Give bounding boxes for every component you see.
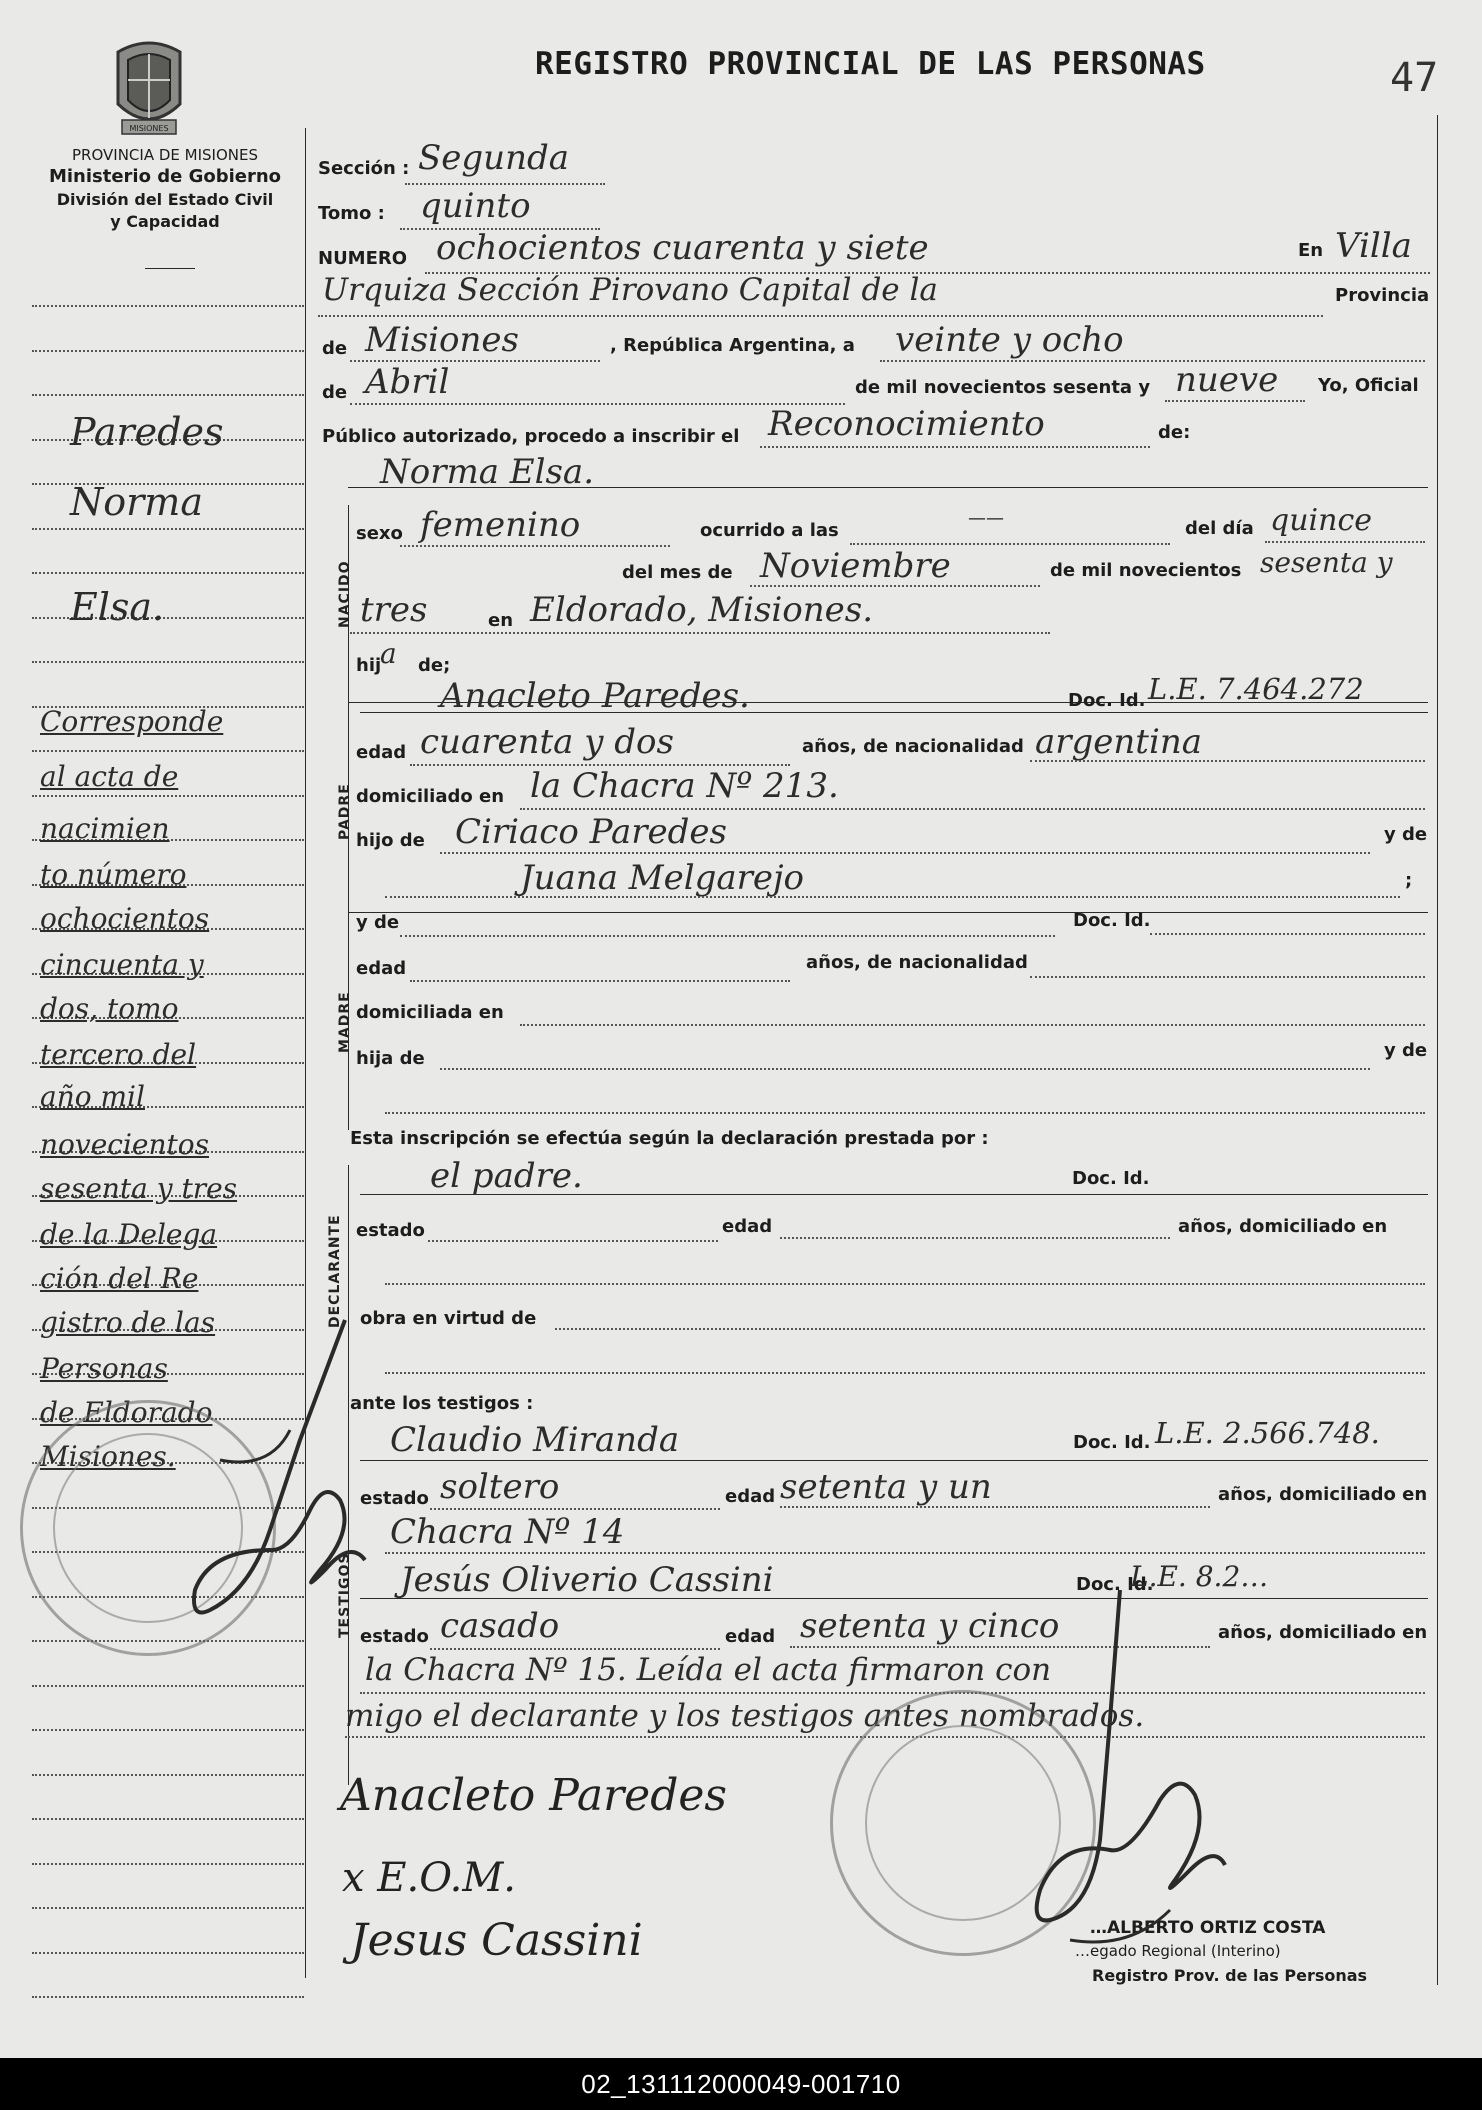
margin-note-line: Corresponde xyxy=(40,705,224,738)
signature-anacleto: Anacleto Paredes xyxy=(340,1770,727,1821)
label-esta-inscripcion: Esta inscripción se efectúa según la declaración prestada por : xyxy=(350,1128,989,1149)
margin-rule xyxy=(32,528,304,530)
rule xyxy=(430,1648,720,1650)
value-testigo2-edad: setenta y cinco xyxy=(800,1606,1060,1646)
label-publico: Público autorizado, procedo a inscribir el xyxy=(322,426,740,447)
value-padre-padre: Ciriaco Paredes xyxy=(455,812,727,852)
label-madre-y-de-2: y de xyxy=(1384,1040,1428,1061)
label-tomo: Tomo : xyxy=(318,203,385,224)
org-divider xyxy=(145,268,195,269)
value-lugar-nac: Eldorado, Misiones. xyxy=(530,590,874,630)
label-madre-edad: edad xyxy=(356,958,407,979)
margin-rule xyxy=(32,1996,304,1998)
margin-rule xyxy=(32,1685,304,1687)
value-anio: nueve xyxy=(1175,360,1279,400)
margin-note-line: cincuenta y xyxy=(40,948,204,981)
rule xyxy=(520,808,1425,810)
value-padre-nac: argentina xyxy=(1035,722,1203,762)
label-padre-edad: edad xyxy=(356,742,407,763)
value-dia: veinte y ocho xyxy=(895,320,1124,360)
rule xyxy=(428,1240,718,1242)
label-en: En xyxy=(1298,240,1324,261)
margin-note-line: Paredes xyxy=(70,410,224,454)
label-madre-anos-nac: años, de nacionalidad xyxy=(806,952,1028,973)
margin-note-line: ción del Re xyxy=(40,1262,199,1295)
rule xyxy=(385,1552,1425,1554)
value-testigo1-estado: soltero xyxy=(440,1467,560,1507)
value-nombre: Norma Elsa. xyxy=(380,452,595,492)
margin-note-line: Norma xyxy=(70,480,203,524)
margin-rule xyxy=(32,1729,304,1731)
margin-rule xyxy=(32,1774,304,1776)
label-obra: obra en virtud de xyxy=(360,1308,537,1329)
rule xyxy=(348,487,1428,488)
official-role: …egado Regional (Interino) xyxy=(1075,1942,1281,1960)
label-testigo2-estado: estado xyxy=(360,1626,429,1647)
value-testigo1-dom: Chacra Nº 14 xyxy=(390,1512,625,1552)
label-yo-oficial: Yo, Oficial xyxy=(1318,375,1419,396)
rule xyxy=(440,852,1370,854)
label-padre-dom: domiciliado en xyxy=(356,786,505,807)
rule xyxy=(1030,760,1425,762)
value-sexo: femenino xyxy=(420,505,581,545)
rule xyxy=(360,1460,1428,1461)
margin-rule xyxy=(32,1818,304,1820)
label-declarante-anos-dom: años, domiciliado en xyxy=(1178,1216,1388,1237)
rule xyxy=(780,1237,1170,1239)
rule xyxy=(385,1112,1425,1114)
value-seccion: Segunda xyxy=(418,138,570,178)
rule xyxy=(780,1506,1210,1508)
section-label-nacido: NACIDO xyxy=(337,560,353,628)
value-testigo2-dom: la Chacra Nº 15. Leída el acta firmaron con xyxy=(365,1652,1052,1688)
value-testigo2: Jesús Oliverio Cassini xyxy=(400,1560,774,1600)
value-provincia: Misiones xyxy=(365,320,519,360)
rule xyxy=(385,1372,1425,1374)
rule xyxy=(760,446,1150,448)
rule xyxy=(350,632,1050,634)
section-label-declarante: DECLARANTE xyxy=(327,1214,343,1328)
label-en-lugar: en xyxy=(488,610,514,631)
org-line-2: Ministerio de Gobierno xyxy=(48,166,282,187)
label-declarante-doc: Doc. Id. xyxy=(1072,1168,1150,1189)
page-title: REGISTRO PROVINCIAL DE LAS PERSONAS xyxy=(535,46,1206,82)
org-line-3: División del Estado Civil xyxy=(56,190,274,209)
folio-number: 47 xyxy=(1390,55,1439,101)
margin-rule xyxy=(32,795,304,797)
margin-note-line: Elsa. xyxy=(70,585,165,629)
rule xyxy=(348,912,1428,913)
label-provincia: Provincia xyxy=(1335,285,1430,306)
margin-note-line: gistro de las xyxy=(40,1306,216,1339)
value-declarante: el padre. xyxy=(430,1156,583,1196)
value-testigo1-doc: L.E. 2.566.748. xyxy=(1155,1416,1380,1450)
label-seccion: Sección : xyxy=(318,158,410,179)
label-sexo: sexo xyxy=(356,523,403,544)
value-dia-nac: quince xyxy=(1270,503,1372,538)
rule xyxy=(750,585,1040,587)
value-acto: Reconocimiento xyxy=(768,404,1045,444)
label-padre-anos-nac: años, de nacionalidad xyxy=(802,736,1024,757)
value-testigo2-estado: casado xyxy=(440,1606,560,1646)
label-hij-de: de; xyxy=(418,655,451,676)
provincial-seal-logo xyxy=(108,34,190,140)
value-padre-doc: L.E. 7.464.272 xyxy=(1148,672,1364,706)
rule xyxy=(385,896,1400,898)
label-de-2: de xyxy=(322,382,348,403)
margin-rule xyxy=(32,750,304,752)
margin-rule xyxy=(32,661,304,663)
official-name: …ALBERTO ORTIZ COSTA xyxy=(1090,1918,1326,1938)
label-de-mil: de mil novecientos sesenta y xyxy=(855,377,1151,398)
rule xyxy=(440,1068,1370,1070)
rule xyxy=(400,935,1055,937)
label-declarante-estado: estado xyxy=(356,1220,425,1241)
signature-initials: x E.O.M. xyxy=(342,1855,517,1901)
margin-note-line: Personas xyxy=(40,1352,168,1385)
margin-note-line: año mil xyxy=(40,1080,145,1113)
label-testigo2-doc: Doc. Id. xyxy=(1076,1574,1154,1595)
margin-rule xyxy=(32,1952,304,1954)
label-madre-y-de: y de xyxy=(356,912,400,933)
rule xyxy=(385,1283,1425,1285)
official-signature-right xyxy=(1010,1580,1240,2000)
label-ante-testigos: ante los testigos : xyxy=(350,1393,534,1414)
label-testigo1-anos-dom: años, domiciliado en xyxy=(1218,1484,1428,1505)
margin-note-line: sesenta y tres xyxy=(40,1172,238,1205)
rule xyxy=(850,543,1170,545)
margin-rule xyxy=(32,572,304,574)
value-mes-nac: Noviembre xyxy=(760,546,951,586)
margin-note-line: Misiones. xyxy=(40,1440,176,1473)
margin-rule xyxy=(32,305,304,307)
value-padre-edad: cuarenta y dos xyxy=(420,722,674,762)
label-testigo2-edad: edad xyxy=(725,1626,776,1647)
label-madre-hija-de: hija de xyxy=(356,1048,425,1069)
margin-note-line: ochocientos xyxy=(40,902,210,935)
label-testigo1-doc: Doc. Id. xyxy=(1073,1432,1151,1453)
value-testigo2-doc: L.E. 8.2… xyxy=(1130,1560,1269,1593)
margin-rule xyxy=(32,394,304,396)
label-ocurrido: ocurrido a las xyxy=(700,520,839,541)
right-border xyxy=(1437,115,1438,1985)
rule xyxy=(360,1194,1428,1195)
value-padre-madre: Juana Melgarejo xyxy=(520,858,805,898)
rule xyxy=(1165,400,1305,402)
margin-note-line: de la Delega xyxy=(40,1218,218,1251)
label-testigo1-edad: edad xyxy=(725,1486,776,1507)
value-en: Villa xyxy=(1335,226,1412,266)
margin-note-line: novecientos xyxy=(40,1128,209,1161)
label-testigo1-estado: estado xyxy=(360,1488,429,1509)
value-anio-nac-2: tres xyxy=(360,590,428,630)
label-semicolon: ; xyxy=(1405,870,1413,891)
value-padre-nombre: Anacleto Paredes. xyxy=(440,676,750,716)
rule xyxy=(880,360,1425,362)
label-hij: hij xyxy=(356,655,382,676)
margin-divider xyxy=(305,128,306,1978)
value-tomo: quinto xyxy=(420,186,531,226)
org-line-1: PROVINCIA DE MISIONES xyxy=(72,146,258,164)
margin-note-line: tercero del xyxy=(40,1038,197,1071)
label-del-dia: del día xyxy=(1185,518,1254,539)
rule xyxy=(520,1024,1425,1026)
value-hij-suffix: a xyxy=(380,637,397,670)
margin-rule xyxy=(32,1907,304,1909)
signature-cassini: Jesus Cassini xyxy=(350,1915,643,1966)
label-republica: , República Argentina, a xyxy=(610,335,855,356)
value-anio-nac: sesenta y xyxy=(1260,546,1393,579)
rule xyxy=(1030,976,1425,978)
label-padre-y-de: y de xyxy=(1384,824,1428,845)
label-del-mes: del mes de xyxy=(622,562,733,583)
margin-rule xyxy=(32,350,304,352)
label-de-mil-nov: de mil novecientos xyxy=(1050,560,1242,581)
value-padre-dom: la Chacra Nº 213. xyxy=(530,766,839,806)
label-testigo2-anos-dom: años, domiciliado en xyxy=(1218,1622,1428,1643)
margin-note-line: nacimien xyxy=(40,812,170,845)
label-padre-hijo-de: hijo de xyxy=(356,830,425,851)
rule xyxy=(1265,541,1425,543)
value-cierre: migo el declarante y los testigos antes nombrados. xyxy=(345,1698,1145,1734)
label-de-colon: de: xyxy=(1158,422,1191,443)
rule xyxy=(360,712,1428,713)
rule xyxy=(360,1692,1425,1694)
rule xyxy=(318,315,1323,317)
official-office: Registro Prov. de las Personas xyxy=(1092,1966,1368,1985)
official-signature-left xyxy=(150,1310,380,1650)
image-id-caption: 02_131112000049-001710 xyxy=(0,2058,1482,2110)
value-hora: —— xyxy=(968,508,1004,529)
section-label-madre: MADRE xyxy=(337,991,353,1053)
label-madre-dom: domiciliada en xyxy=(356,1002,504,1023)
section-label-padre: PADRE xyxy=(337,783,353,840)
rule xyxy=(405,183,605,185)
value-testigo1: Claudio Miranda xyxy=(390,1420,680,1460)
rule xyxy=(360,1598,1428,1599)
value-testigo1-edad: setenta y un xyxy=(780,1467,992,1507)
margin-rule xyxy=(32,1863,304,1865)
margin-note-line: dos, tomo xyxy=(40,992,179,1025)
label-de-1: de xyxy=(322,338,348,359)
section-label-testigos: TESTIGOS xyxy=(337,1552,353,1638)
rule xyxy=(555,1328,1425,1330)
value-numero: ochocientos cuarenta y siete xyxy=(436,228,929,268)
label-madre-doc: Doc. Id. xyxy=(1073,910,1151,931)
margin-note-line: de Eldorado xyxy=(40,1396,213,1429)
value-mes: Abril xyxy=(365,362,450,402)
org-line-4: y Capacidad xyxy=(110,212,220,231)
rule xyxy=(430,1508,720,1510)
rule xyxy=(400,545,670,547)
rule xyxy=(1150,933,1425,935)
margin-note-line: to número xyxy=(40,858,187,891)
rule xyxy=(410,980,790,982)
label-numero: NUMERO xyxy=(318,248,408,269)
label-declarante-edad: edad xyxy=(722,1216,773,1237)
label-padre-doc: Doc. Id. xyxy=(1068,690,1146,711)
seal-text: MISIONES xyxy=(129,124,169,133)
value-lugar: Urquiza Sección Pirovano Capital de la xyxy=(322,272,938,308)
margin-note-line: al acta de xyxy=(40,760,179,793)
